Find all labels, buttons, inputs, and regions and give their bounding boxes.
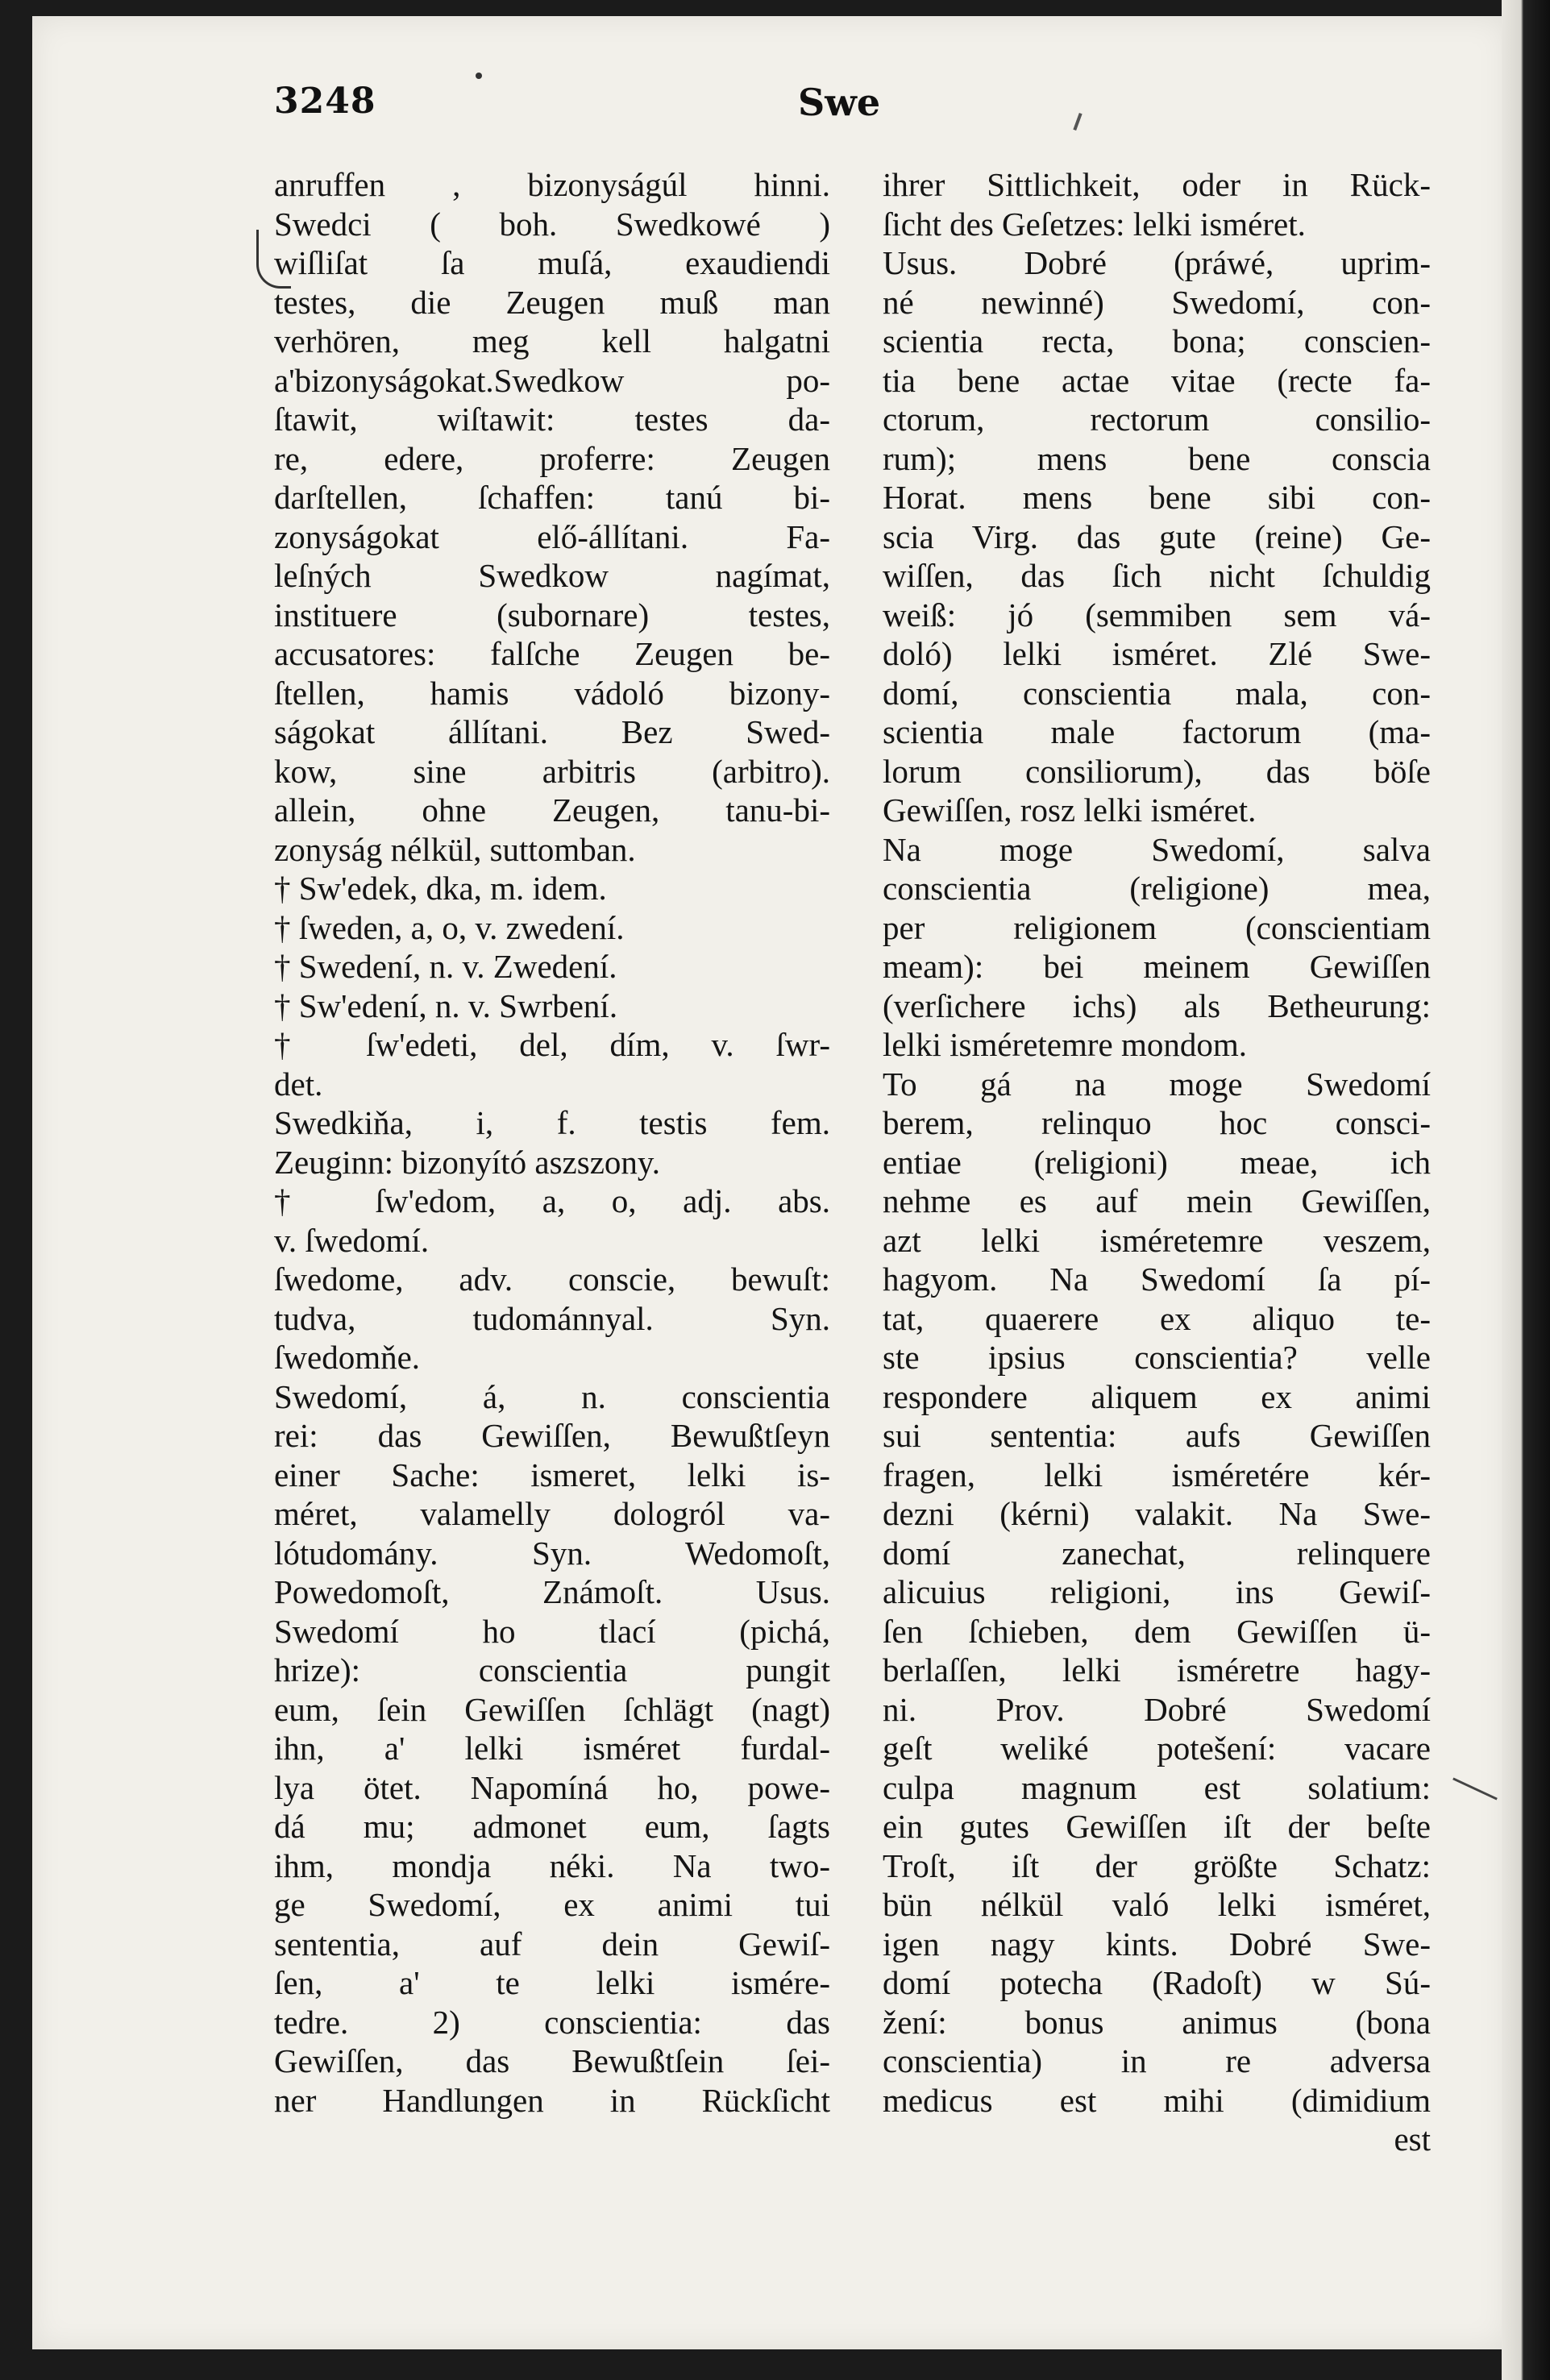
text-line: sui sententia: aufs Gewiſſen: [883, 1417, 1431, 1454]
text-line: domí, conscientia mala, con-: [883, 674, 1431, 712]
text-line: † ſw'edom, a, o, adj. abs.: [274, 1182, 830, 1219]
text-line: zonyságokat elő-állítani. Fa-: [274, 517, 830, 555]
text-line: medicus est mihi (dimidium: [883, 2081, 1431, 2119]
text-line: ságokat állítani. Bez Swed-: [274, 713, 830, 750]
text-line: ſicht des Geſetzes: lelki isméret.: [883, 205, 1306, 243]
text-line: Swedomí, á, n. conscientia: [274, 1377, 830, 1415]
text-line: Swedkiňa, i, f. testis fem.: [274, 1104, 830, 1141]
text-line: conscientia) in re adversa: [883, 2042, 1431, 2079]
text-line: berlaſſen, lelki isméretre hagy-: [883, 1651, 1431, 1688]
text-line: † Swedení, n. v. Zwedení.: [274, 948, 617, 985]
text-line: Swedci ( boh. Swedkowé ): [274, 205, 830, 243]
text-line: respondere aliquem ex animi: [883, 1377, 1431, 1415]
text-line: lorum consiliorum), das böſe: [883, 752, 1431, 790]
text-line: re, edere, proferre: Zeugen: [274, 439, 830, 477]
text-line: domí potecha (Radoſt) w Sú-: [883, 1964, 1431, 2001]
text-line: žení: bonus animus (bona: [883, 2003, 1431, 2041]
text-line: hrize): conscientia pungit: [274, 1651, 830, 1688]
text-line: entiae (religioni) meae, ich: [883, 1143, 1431, 1181]
text-line: doló) lelki isméret. Zlé Swe-: [883, 635, 1431, 672]
text-line: né newinné) Swedomí, con-: [883, 283, 1431, 321]
text-line: Usus. Dobré (práwé, uprim-: [883, 244, 1431, 281]
text-line: meam): bei meinem Gewiſſen: [883, 948, 1431, 985]
text-line: † ſw'edeti, del, dím, v. ſwr-: [274, 1026, 830, 1063]
text-line: lya ötet. Napomíná ho, powe-: [274, 1768, 830, 1806]
text-line: † Sw'edek, dka, m. idem.: [274, 870, 607, 907]
text-line: Horat. mens bene sibi con-: [883, 479, 1431, 516]
text-line: domí zanechat, relinquere: [883, 1534, 1431, 1572]
text-line: Na moge Swedomí, salva: [883, 830, 1431, 868]
text-line: ni. Prov. Dobré Swedomí: [883, 1690, 1431, 1728]
text-line: ſwedomňe.: [274, 1339, 421, 1376]
running-head: Swe: [798, 81, 881, 124]
text-line: conscientia (religione) mea,: [883, 870, 1431, 907]
text-line: Gewiſſen, rosz lelki isméret.: [883, 791, 1257, 829]
text-line: azt lelki isméretemre veszem,: [883, 1221, 1431, 1259]
text-line: a'bizonyságokat.Swedkow po-: [274, 361, 830, 399]
text-line: berem, relinquo hoc consci-: [883, 1104, 1431, 1141]
text-line: verhören, meg kell halgatni: [274, 322, 830, 359]
text-line: sententia, auf dein Gewiſ-: [274, 1925, 830, 1963]
text-line: accusatores: falſche Zeugen be-: [274, 635, 830, 672]
text-line: rei: das Gewiſſen, Bewußtſeyn: [274, 1417, 830, 1454]
text-line: testes, die Zeugen muß man: [274, 283, 830, 321]
text-line: lelki isméretemre mondom.: [883, 1026, 1248, 1063]
text-line: v. ſwedomí.: [274, 1221, 430, 1259]
left-column: [274, 165, 830, 2120]
text-line: per religionem (conscientiam: [883, 908, 1431, 946]
text-line: To gá na moge Swedomí: [883, 1065, 1431, 1103]
text-line: ſen ſchieben, dem Gewiſſen ü-: [883, 1612, 1431, 1650]
text-line: hagyom. Na Swedomí ſa pí-: [883, 1261, 1431, 1298]
text-line: ſen, a' te lelki ismére-: [274, 1964, 830, 2001]
page-number: 3248: [274, 81, 376, 122]
text-line: igen nagy kints. Dobré Swe-: [883, 1925, 1431, 1963]
text-line: lótudomány. Syn. Wedomoſt,: [274, 1534, 830, 1572]
text-line: det.: [274, 1065, 323, 1103]
text-line: Swedomí ho tlací (pichá,: [274, 1612, 830, 1650]
text-line: † Sw'edení, n. v. Swrbení.: [274, 986, 618, 1024]
text-line: dá mu; admonet eum, ſagts: [274, 1808, 830, 1845]
text-line: bün nélkül való lelki isméret,: [883, 1886, 1431, 1923]
book-spine-edge: [1502, 0, 1550, 2380]
text-line: ein gutes Gewiſſen iſt der beſte: [883, 1808, 1431, 1845]
text-line: tia bene actae vitae (recte fa-: [883, 361, 1431, 399]
text-line: kow, sine arbitris (arbitro).: [274, 752, 830, 790]
text-line: allein, ohne Zeugen, tanu-bi-: [274, 791, 830, 829]
text-line: einer Sache: ismeret, lelki is-: [274, 1456, 830, 1493]
text-line: wiſſen, das ſich nicht ſchuldig: [883, 557, 1431, 594]
text-line: tedre. 2) conscientia: das: [274, 2003, 830, 2041]
text-line: Powedomoſt, Známoſt. Usus.: [274, 1573, 830, 1610]
text-line: ge Swedomí, ex animi tui: [274, 1886, 830, 1923]
text-line: tudva, tudománnyal. Syn.: [274, 1299, 830, 1337]
text-line: est: [1394, 2120, 1431, 2158]
text-line: méret, valamelly dologról va-: [274, 1495, 830, 1532]
text-line: fragen, lelki isméretére kér-: [883, 1456, 1431, 1493]
text-line: ſtawit, wiſtawit: testes da-: [274, 401, 830, 438]
text-line: culpa magnum est solatium:: [883, 1768, 1431, 1806]
text-line: ctorum, rectorum consilio-: [883, 401, 1431, 438]
text-line: dezni (kérni) valakit. Na Swe-: [883, 1495, 1431, 1532]
right-column: [883, 165, 1431, 2159]
text-line: anruffen , bizonyságúl hinni.: [274, 166, 830, 203]
text-line: darſtellen, ſchaffen: tanú bi-: [274, 479, 830, 516]
text-line: ihn, a' lelki isméret furdal-: [274, 1730, 830, 1767]
text-line: scia Virg. das gute (reine) Ge-: [883, 517, 1431, 555]
text-line: zonyság nélkül, suttomban.: [274, 830, 636, 868]
ink-speck: [476, 73, 482, 79]
text-line: Troſt, iſt der größte Schatz:: [883, 1846, 1431, 1884]
text-line: rum); mens bene conscia: [883, 439, 1431, 477]
text-line: (verſichere ichs) als Betheurung:: [883, 986, 1431, 1024]
text-line: Gewiſſen, das Bewußtſein ſei-: [274, 2042, 830, 2079]
text-line: weiß: jó (semmiben sem vá-: [883, 596, 1431, 633]
text-line: wiſliſat ſa muſá, exaudiendi: [274, 244, 830, 281]
text-line: ſwedome, adv. conscie, bewuſt:: [274, 1261, 830, 1298]
text-line: Zeuginn: bizonyító aszszony.: [274, 1143, 660, 1181]
text-line: † ſweden, a, o, v. zwedení.: [274, 908, 625, 946]
text-line: instituere (subornare) testes,: [274, 596, 830, 633]
text-line: ſtellen, hamis vádoló bizony-: [274, 674, 830, 712]
text-line: alicuius religioni, ins Gewiſ-: [883, 1573, 1431, 1610]
text-line: ihm, mondja néki. Na two-: [274, 1846, 830, 1884]
text-line: ihrer Sittlichkeit, oder in Rück-: [883, 166, 1431, 203]
text-line: nehme es auf mein Gewiſſen,: [883, 1182, 1431, 1219]
text-line: eum, ſein Gewiſſen ſchlägt (nagt): [274, 1690, 830, 1728]
text-line: ner Handlungen in Rückſicht: [274, 2081, 830, 2119]
text-line: scientia male factorum (ma-: [883, 713, 1431, 750]
text-line: tat, quaerere ex aliquo te-: [883, 1299, 1431, 1337]
text-line: leſných Swedkow nagímat,: [274, 557, 830, 594]
text-line: scientia recta, bona; conscien-: [883, 322, 1431, 359]
text-line: geſt weliké potešení: vacare: [883, 1730, 1431, 1767]
text-line: ste ipsius conscientia? velle: [883, 1339, 1431, 1376]
